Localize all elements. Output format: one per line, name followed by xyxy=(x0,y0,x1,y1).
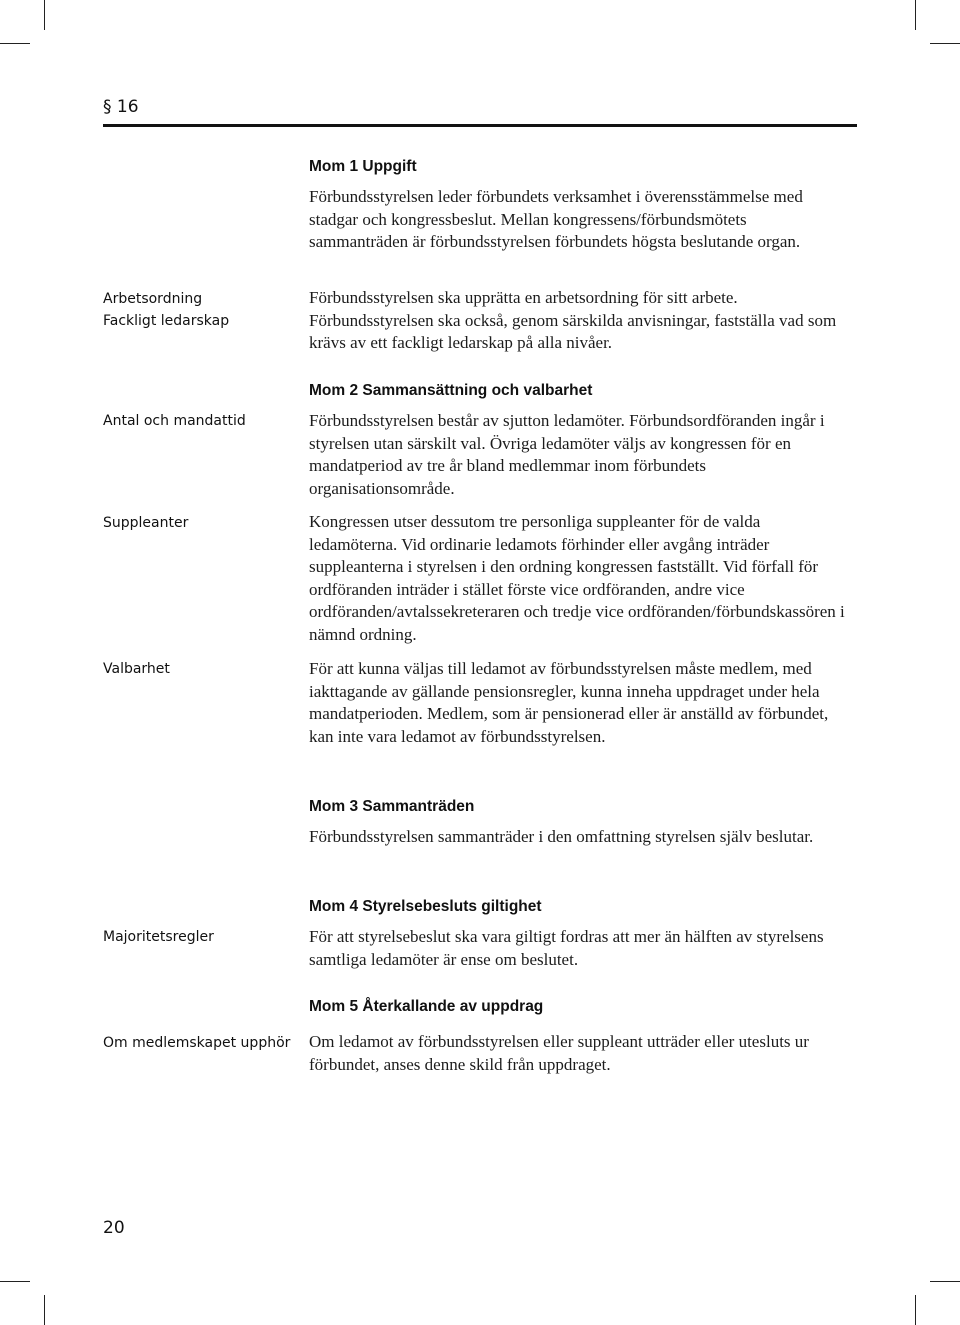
margin-label-suppleanter: Suppleanter xyxy=(103,515,189,531)
section-number: § 16 xyxy=(103,97,139,117)
header-rule xyxy=(103,124,857,127)
mom2-paragraph-2: Kongressen utser dessutom tre personliga suppleanter för de valda ledamöterna. Vid ordinarie ledamots förhinder eller avgång inträder suppleanterna i styrelsen i den ordning kongressen fastställt. Vid förfall för ordföranden inträder i stället förste vice ordföranden, andre vice ordföranden/avtalssekreteraren och tredje vice ordföranden/förbundskassören i nämnd ordning. xyxy=(309,512,845,644)
mom3-paragraph-1: Förbundsstyrelsen sammanträder i den omfattning styrelsen själv beslutar. xyxy=(309,827,814,846)
margin-label-majoritetsregler: Majoritetsregler xyxy=(103,929,214,945)
margin-label-fackligt-ledarskap: Fackligt ledarskap xyxy=(103,313,230,329)
heading-mom2: Mom 2 Sammansättning och valbarhet xyxy=(309,382,593,399)
crop-mark xyxy=(915,1295,916,1325)
crop-mark xyxy=(44,0,45,30)
mom1-paragraph-1: Förbundsstyrelsen leder förbundets verksamhet i överensstämmelse med stadgar och kongressbeslut. Mellan kongressens/förbundsmötets sammanträden är förbundsstyrelsen förbundets högsta beslutande organ. xyxy=(309,187,803,251)
margin-label-om-medlemskapet-upphor: Om medlemskapet upphör xyxy=(103,1035,291,1051)
crop-mark xyxy=(915,0,916,30)
mom1-paragraph-2: Förbundsstyrelsen ska upprätta en arbetsordning för sitt arbete. Förbundsstyrelsen ska också, genom särskilda anvisningar, fastställa vad som krävs av ett fackligt ledarskap på alla nivåer. xyxy=(309,288,837,352)
crop-mark xyxy=(0,1281,30,1282)
heading-mom4: Mom 4 Styrelsebesluts giltighet xyxy=(309,898,542,915)
mom5-paragraph-1: Om ledamot av förbundsstyrelsen eller suppleant utträder eller utesluts ur förbundet, anses denne skild från uppdraget. xyxy=(309,1032,809,1074)
crop-mark xyxy=(44,1295,45,1325)
heading-mom5: Mom 5 Återkallande av uppdrag xyxy=(309,998,544,1015)
margin-label-antal-och-mandattid: Antal och mandattid xyxy=(103,413,246,429)
margin-label-valbarhet: Valbarhet xyxy=(103,661,170,677)
heading-mom3: Mom 3 Sammanträden xyxy=(309,798,475,815)
heading-mom1: Mom 1 Uppgift xyxy=(309,158,417,175)
margin-label-arbetsordning: Arbetsordning xyxy=(103,291,203,307)
crop-mark xyxy=(930,1281,960,1282)
mom2-paragraph-3: För att kunna väljas till ledamot av förbundsstyrelsen måste medlem, med iakttagande av gällande pensionsregler, kunna inneha uppdraget under hela mandatperioden. Medlem, som är pensionerad eller är anställd av förbundet, kan inte vara ledamot av förbundsstyrelsen. xyxy=(309,659,829,746)
mom4-paragraph-1: För att styrelsebeslut ska vara giltigt fordras att mer än hälften av styrelsens samtliga ledamöter är ense om beslutet. xyxy=(309,927,824,969)
crop-mark xyxy=(0,43,30,44)
page-number: 20 xyxy=(103,1218,125,1238)
mom2-paragraph-1: Förbundsstyrelsen består av sjutton ledamöter. Förbundsordföranden ingår i styrelsen utan särskilt val. Övriga ledamöter väljs av kongressen för en mandatperiod av tre år bland medlemmar inom förbundets organisationsområde. xyxy=(309,411,825,498)
crop-mark xyxy=(930,43,960,44)
